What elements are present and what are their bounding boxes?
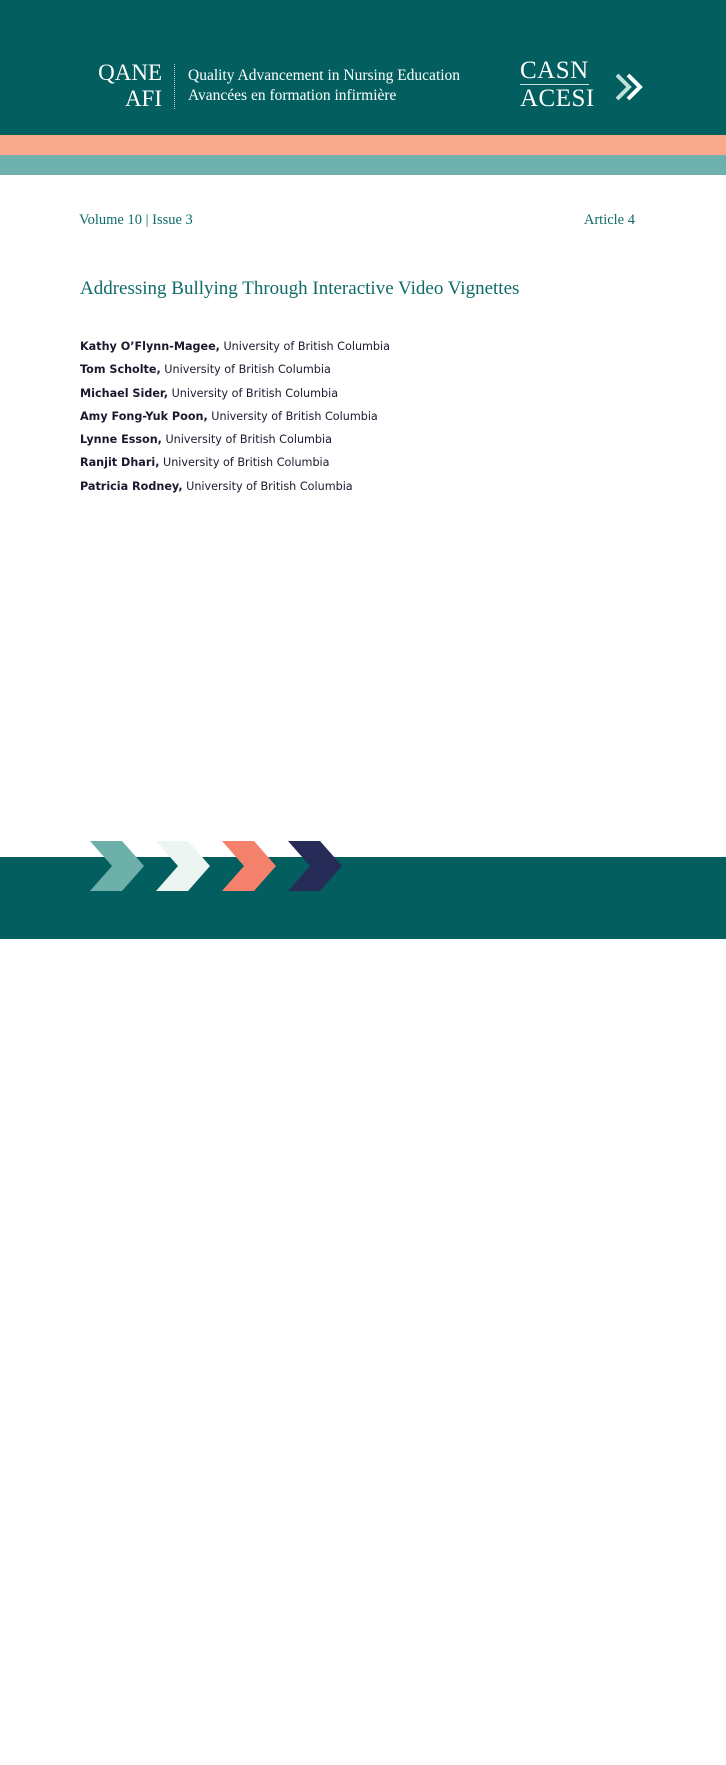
volume-issue: Volume 10 | Issue 3 [79,212,193,228]
qane-logo-line1: QANE [98,60,162,85]
article-number: Article 4 [583,212,635,228]
author-name: Lynne Esson, [80,433,162,447]
teal-stripe [0,155,726,175]
journal-name-fr: Avancées en formation infirmière [188,87,397,104]
author-affiliation: University of British Columbia [159,456,330,470]
author-name: Kathy O’Flynn-Magee, [80,340,220,353]
casn-logo-line1: CASN [520,57,589,84]
salmon-stripe [0,135,726,155]
author-item [80,432,390,455]
author-list [80,339,390,502]
casn-logo-line2: ACESI [520,85,595,112]
journal-name [188,66,460,106]
author-affiliation: University of British Columbia [160,363,331,377]
author-item [80,362,390,385]
article-title: Addressing Bullying Through Interactive Video Vignettes [80,278,520,299]
author-affiliation: University of British Columbia [168,386,339,400]
casn-logo [520,58,595,111]
qane-logo-line2: AFI [124,86,162,111]
author-item [80,455,390,478]
author-name: Patricia Rodney, [80,479,183,493]
qane-logo [80,60,162,112]
author-affiliation: University of British Columbia [219,340,390,353]
journal-header [0,0,726,135]
footer-chevrons [88,841,344,891]
logo-divider [174,64,175,109]
author-item [80,409,390,432]
chevron-icon [222,841,276,891]
double-chevron-icon [613,70,647,104]
author-item [80,339,390,362]
license-label: CC BY-NC-ND 4.0 [559,1749,664,1764]
chevron-icon [288,841,342,891]
author-affiliation: University of British Columbia [182,479,353,493]
author-name: Tom Scholte, [80,363,161,377]
author-item [80,479,390,502]
author-affiliation: University of British Columbia [207,409,378,423]
author-affiliation: University of British Columbia [161,433,332,447]
author-item [80,386,390,409]
chevron-icon [156,841,210,891]
author-name: Ranjit Dhari, [80,456,160,470]
author-name: Michael Sider, [80,386,169,400]
author-name: Amy Fong-Yuk Poon, [80,409,208,423]
journal-name-en: Quality Advancement in Nursing Education [188,67,461,84]
chevron-icon [90,841,144,891]
